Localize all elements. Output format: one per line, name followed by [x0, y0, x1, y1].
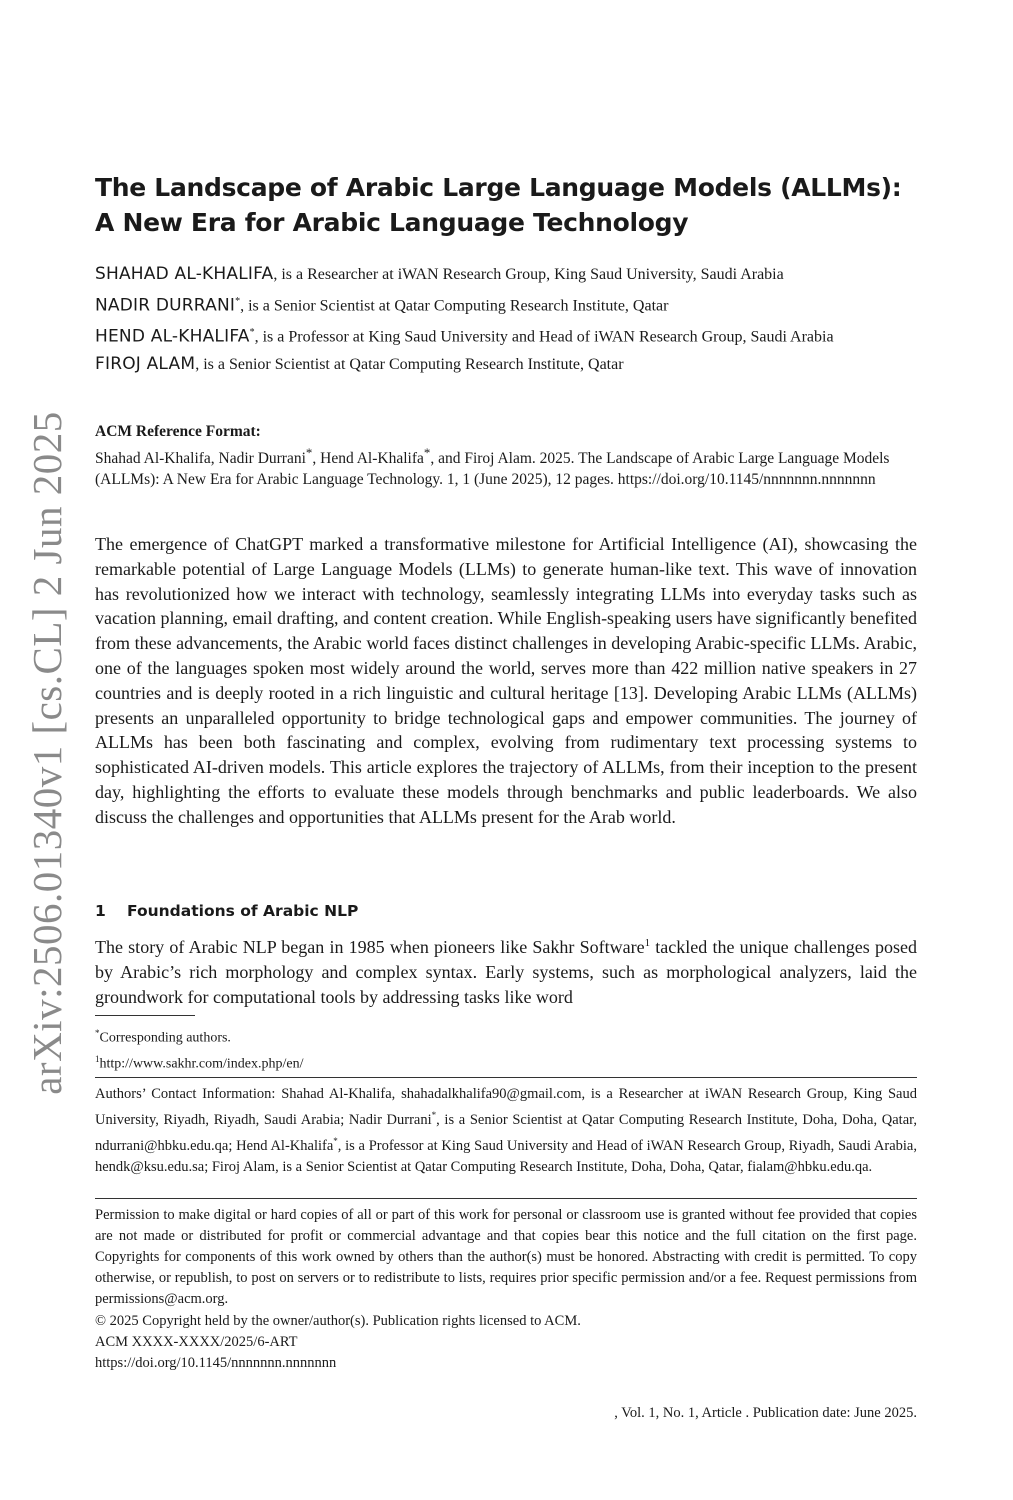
contact-divider — [95, 1077, 917, 1078]
section-heading — [95, 900, 917, 922]
author-name: SHAHAD AL-KHALIFA — [95, 264, 274, 284]
acm-reference-heading: ACM Reference Format: — [95, 423, 261, 440]
doi-link[interactable]: , and Firoj Alam. 2025. The Landscape of Arabic Large Language Models (ALLMs): A New Era for Arabic Language Technology. 1, 1 (June 2025), 12 pages. https://doi.org/10.1145/nnnnnnn.nnnnnnn — [95, 450, 890, 489]
copyright-block — [95, 1311, 917, 1374]
author-affiliation: , is a Researcher at iWAN Research Group, King Saud University, Saudi Arabia — [273, 266, 784, 283]
paper-title: The Landscape of Arabic Large Language Models (ALLMs): A New Era for Arabic Language Technology — [95, 173, 902, 237]
acm-id: ACM XXXX-XXXX/2025/6-ART — [95, 1334, 298, 1350]
author-affiliation: , is a Senior Scientist at Qatar Computing Research Institute, Qatar — [240, 297, 669, 315]
footnote-1: $^1$http://www.sakhr.com/index.php/en/ — [95, 1053, 304, 1072]
abstract: The emergence of ChatGPT marked a transformative milestone for Artificial Intelligence (AI), showcasing the remarkable potential of Large Language Models (LLMs) to generate human-like text. This wave of innovation has revolutionized how we interact with technology, seamlessly integrating LLMs into everyday tasks such as vacation planning, email drafting, and content creation. While English-speaking users have significantly benefited from these advancements, the Arabic world faces distinct challenges in developing Arabic-specific LLMs. Arabic, one of the languages spoken most widely around the world, serves more than 422 million native speakers in 27 countries and is deeply rooted in a rich linguistic and cultural heritage [13]. Developing Arabic LLMs (ALLMs) presents an unparalleled opportunity to bridge technological gaps and empower communities. The journey of ALLMs has been both fascinating and complex, evolving from rudimentary text processing systems to sophisticated AI-driven models. This article explores the trajectory of ALLMs, from their inception to the present day, highlighting the efforts to evaluate these models through benchmarks and public leaderboards. We also discuss the challenges and opportunities that ALLMs present for the Arab world. — [95, 534, 917, 827]
author-entry — [95, 261, 917, 288]
corresponding-mark: * — [235, 296, 241, 307]
doi-link[interactable]: https://doi.org/10.1145/nnnnnnn.nnnnnnn — [95, 1355, 337, 1371]
page-footer: , Vol. 1, No. 1, Article . Publication date: June 2025. — [614, 1405, 917, 1421]
acm-reference-text: Shahad Al-Khalifa, Nadir Durrani*, Hend Al-Khalifa*, and Firoj Alam. 2025. The Landscape of Arabic Large Language Models (ALLMs): A New Era for Arabic Language Technology. 1, 1 (June 2025), 12 pages. https://doi.org/10.1145/nnnnnnn.nnnnnnn — [95, 445, 890, 489]
arxiv-stamp — [12, 405, 82, 1100]
author-name: NADIR DURRANI — [95, 295, 236, 316]
author-entry — [95, 288, 917, 319]
arxiv-stamp-text: arXiv:2506.01340v1 [cs.CL] 2 Jun 2025 — [24, 410, 70, 1095]
permission-divider — [95, 1198, 917, 1199]
footnote-ref[interactable]: 1 — [644, 937, 651, 949]
footnote-link[interactable]: http://www.sakhr.com/index.php/en/ — [99, 1056, 304, 1072]
author-list — [95, 261, 917, 378]
footnote-divider — [95, 1015, 195, 1016]
corresponding-mark: * — [249, 327, 255, 339]
section-title: Foundations of Arabic NLP — [127, 902, 359, 920]
author-entry — [95, 351, 917, 378]
permission-notice: Permission to make digital or hard copies of all or part of this work for personal or classroom use is granted without fee provided that copies are not made or distributed for profit or commercial advantage and that copies bear this notice and the full citation on the first page. Copyrights for components of this work owned by others than the author(s) must be honored. Abstracting with credit is permitted. To copy otherwise, or republish, to post on servers or to redistribute to lists, requires prior specific permission and/or a fee. Request permissions from permissions@acm.org. — [95, 1207, 917, 1307]
author-affiliation: , is a Senior Scientist at Qatar Computing Research Institute, Qatar — [195, 355, 624, 373]
copyright-line: © 2025 Copyright held by the owner/author(s). Publication rights licensed to ACM. — [95, 1313, 581, 1329]
author-contact-info: Authors’ Contact Information: Shahad Al-Khalifa, shahadalkhalifa90@gmail.com, is a Researcher at iWAN Research Group, King Saud University, Riyadh, Riyadh, Saudi Arabia; Nadir Durrani*, is a Senior Scientist at Qatar Computing Research Institute, Doha, Doha, Qatar, ndurrani@hbku.edu.qa; Hend Al-Khalifa*, is a Professor at King Saud University and Head of iWAN Research Group, Riyadh, Saudi Arabia, hendk@ksu.edu.sa; Firoj Alam, is a Senior Scientist at Qatar Computing Research Institute, Doha, Doha, Qatar, fialam@hbku.edu.qa. — [95, 1086, 917, 1175]
footnotes — [95, 1023, 917, 1074]
footnote-corresponding: *Corresponding authors. — [95, 1028, 231, 1046]
author-name: HEND AL-KHALIFA — [95, 326, 250, 347]
section-number: 1 — [95, 902, 106, 920]
author-name: FIROJ ALAM — [95, 353, 196, 374]
author-affiliation: , is a Professor at King Saud University and Head of iWAN Research Group, Saudi Arabia — [254, 328, 834, 346]
author-entry — [95, 319, 917, 350]
acm-reference-format — [95, 421, 917, 490]
section-body: The story of Arabic NLP began in 1985 when pioneers like Sakhr Software$^1$ tackled the unique challenges posed by Arabic’s rich morphology and complex syntax. Early systems, such as morphological analyzers, laid the groundwork for computational tools by addressing tasks like word — [95, 937, 917, 1007]
